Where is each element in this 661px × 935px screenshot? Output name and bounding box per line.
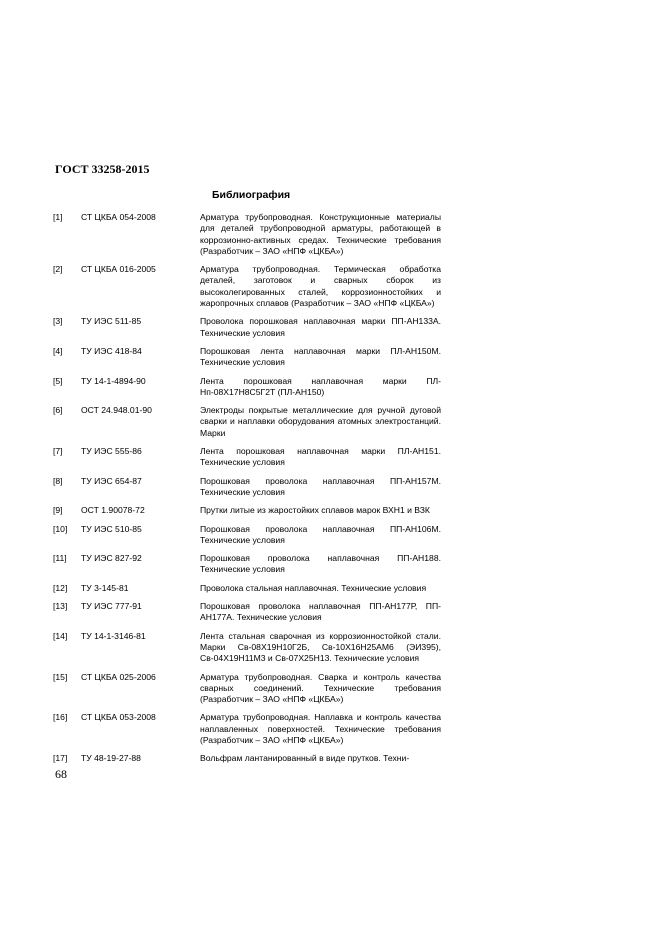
entry-number: [15] xyxy=(53,671,68,682)
section-title: Библиография xyxy=(212,189,291,201)
entry-standard-code: ТУ 14-1-4894-90 xyxy=(81,375,146,386)
entry-number: [14] xyxy=(53,630,68,641)
entry-standard-code: ТУ ИЭС 511-85 xyxy=(81,316,142,327)
entry-standard-code: ТУ 3-145-81 xyxy=(81,582,129,593)
entry-number: [7] xyxy=(53,446,63,457)
bibliography-entry xyxy=(53,631,445,665)
bibliography-entry xyxy=(53,264,445,309)
entry-title: Электроды покрытые металлические для ручной дуговой сварки и наплавки оборудования атомных электростанций. Марки xyxy=(200,405,441,438)
entry-title: Прутки литые из жаростойких сплавов марок ВХН1 и ВЗК xyxy=(200,505,430,516)
entry-standard-code: ТУ ИЭС 418-84 xyxy=(81,345,142,356)
entry-standard-code: ТУ ИЭС 555-86 xyxy=(81,446,142,457)
bibliography-entry xyxy=(53,601,445,624)
entry-number: [3] xyxy=(53,316,63,327)
entry-title: Арматура трубопроводная. Наплавка и контроль качества наплавленных поверхностей. Технические требования (Разработчик – ЗАО «НПФ «ЦКБА») xyxy=(200,712,441,745)
entry-number: [11] xyxy=(53,553,67,564)
bibliography-entry xyxy=(53,316,445,339)
entry-title: Порошковая проволока наплавочная ПП-АН157М. Технические условия xyxy=(200,475,441,497)
entry-number: [1] xyxy=(53,212,63,222)
entry-title: Лента стальная сварочная из коррозионностойкой стали. Марки Св-08Х19Н10Г2Б, Св-10Х16Н25АМ6 (ЭИ395), Св-04Х19Н11М3 и Св-07Х25Н13. Технические условия xyxy=(200,630,441,664)
entry-standard-code: ТУ ИЭС 654-87 xyxy=(81,475,142,486)
bibliography-list xyxy=(53,212,445,772)
bibliography-entry xyxy=(53,346,445,369)
entry-title: Порошковая проволока наплавочная ПП-АН106М. Технические условия xyxy=(200,523,441,545)
entry-number: [10] xyxy=(53,523,68,534)
entry-number: [12] xyxy=(53,582,68,593)
bibliography-entry xyxy=(53,212,445,257)
entry-title: Вольфрам лантанированный в виде прутков. Техни- xyxy=(200,753,410,764)
entry-number: [4] xyxy=(53,345,63,356)
bibliography-entry xyxy=(53,753,445,764)
bibliography-entry xyxy=(53,583,445,594)
entry-title: Порошковая проволока наплавочная ПП-АН188. Технические условия xyxy=(200,553,441,575)
entry-standard-code: ТУ 14-1-3146-81 xyxy=(81,630,146,641)
bibliography-entry xyxy=(53,476,445,499)
entry-standard-code: СТ ЦКБА 054-2008 xyxy=(81,212,156,222)
entry-number: [13] xyxy=(53,601,68,612)
entry-number: [16] xyxy=(53,712,68,723)
entry-standard-code: СТ ЦКБА 016-2005 xyxy=(81,264,156,275)
entry-standard-code: ТУ 48-19-27-88 xyxy=(81,753,141,764)
entry-standard-code: ТУ ИЭС 510-85 xyxy=(81,523,142,534)
entry-title: Порошковая лента наплавочная марки ПЛ-АН150М. Технические условия xyxy=(200,345,441,368)
entry-standard-code: ОСТ 1.90078-72 xyxy=(81,505,145,516)
bibliography-entry xyxy=(53,405,445,439)
bibliography-entry xyxy=(53,672,445,706)
entry-number: [5] xyxy=(53,375,63,386)
bibliography-entry xyxy=(53,505,445,516)
entry-number: [17] xyxy=(53,753,68,764)
bibliography-entry xyxy=(53,376,445,399)
entry-standard-code: ТУ ИЭС 827-92 xyxy=(81,553,142,564)
entry-standard-code: ОСТ 24.948.01-90 xyxy=(81,405,152,416)
bibliography-entry xyxy=(53,446,445,469)
entry-number: [8] xyxy=(53,475,63,486)
entry-standard-code: СТ ЦКБА 053-2008 xyxy=(81,712,156,723)
entry-number: [2] xyxy=(53,264,63,275)
entry-title: Лента порошковая наплавочная марки ПЛ-Нп-08Х17Н8С5Г2Т (ПЛ-АН150) xyxy=(200,375,441,397)
entry-number: [6] xyxy=(53,405,63,416)
entry-number: [9] xyxy=(53,505,63,516)
entry-title: Арматура трубопроводная. Сварка и контроль качества сварных соединений. Технические требования (Разработчик – ЗАО «НПФ «ЦКБА») xyxy=(200,671,441,705)
entry-title: Порошковая проволока наплавочная ПП-АН177Р, ПП-АН177А. Технические условия xyxy=(200,601,441,623)
page-number: 68 xyxy=(55,767,67,781)
entry-title: Арматура трубопроводная. Конструкционные материалы для деталей трубопроводной арматуры, работающей в коррозионно-активных средах. Технические требования (Разработчик – ЗАО «НПФ «ЦКБА») xyxy=(200,212,441,256)
entry-title: Проволока стальная наплавочная. Технические условия xyxy=(200,582,427,593)
entry-title: Проволока порошковая наплавочная марки ПП-АН133А. Технические условия xyxy=(200,316,441,338)
bibliography-entry xyxy=(53,553,445,576)
entry-title: Арматура трубопроводная. Термическая обработка деталей, заготовок и сварных сборок из высоколегированных сталей, коррозионностойких и жаропрочных сплавов (Разработчик – ЗАО «НПФ «ЦКБА») xyxy=(200,264,441,309)
entry-standard-code: СТ ЦКБА 025-2006 xyxy=(81,671,156,682)
bibliography-entry xyxy=(53,712,445,746)
entry-title: Лента порошковая наплавочная марки ПЛ-АН151. Технические условия xyxy=(200,446,441,468)
document-code-header: ГОСТ 33258-2015 xyxy=(55,162,150,176)
bibliography-entry xyxy=(53,524,445,547)
entry-standard-code: ТУ ИЭС 777-91 xyxy=(81,601,142,612)
